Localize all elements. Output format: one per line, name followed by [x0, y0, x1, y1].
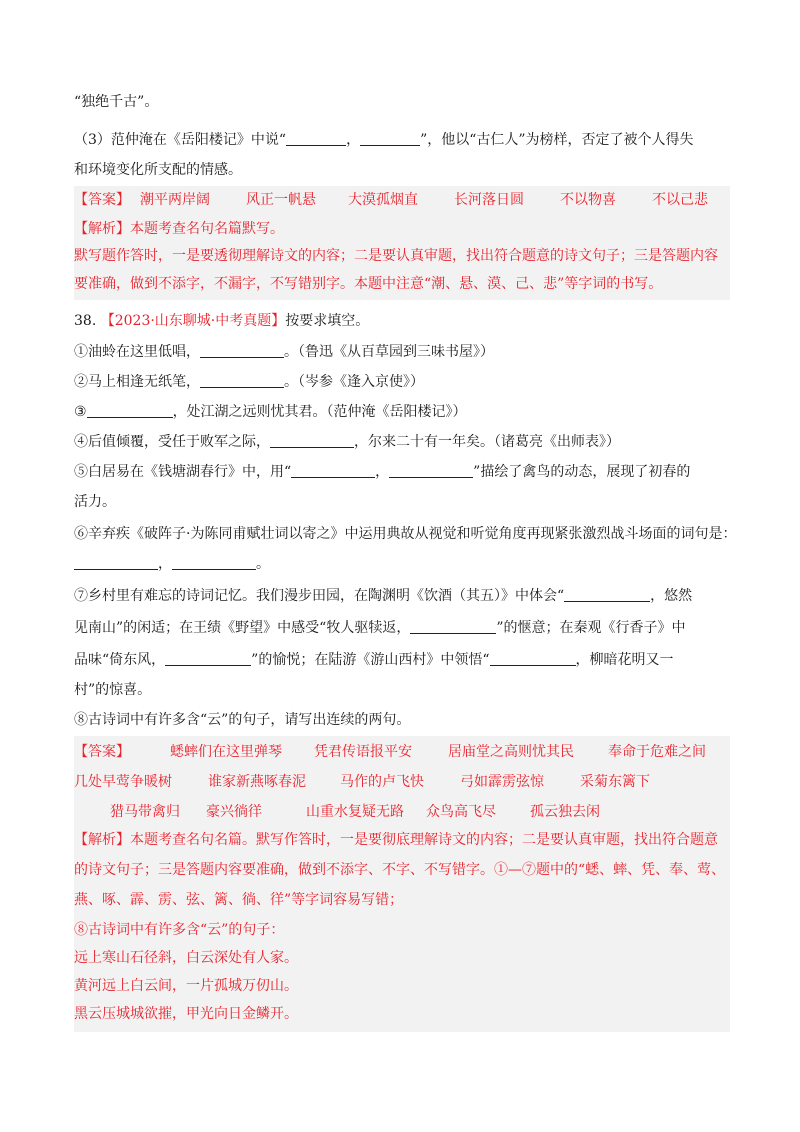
answer-item: 孤云独去闲	[530, 804, 600, 820]
answer-item: 长河落日圆	[454, 192, 524, 208]
answer-item: 山重水复疑无路	[306, 804, 404, 820]
q38-header: 38. 【2023·山东聊城·中考真题】按要求填空。	[74, 313, 370, 329]
answer-item: 风正一帆悬	[246, 192, 316, 208]
analysis-line: 要准确，做到不添字，不漏字，不写错别字。本题中注意“潮、悬、漠、己、悲”等字词的书写。	[74, 276, 663, 292]
answer-blank[interactable]	[87, 403, 173, 418]
analysis-line: 的诗文句子；三是答题内容要准确，做到不添字、不字、不写错字。①—⑦题中的“蟋、蟀、凭、奉、莺、	[74, 862, 726, 878]
q38-item-5-cont: 活力。	[74, 494, 116, 510]
answer-blank[interactable]	[564, 587, 650, 602]
answer-item: 凭君传语报平安	[314, 744, 412, 760]
q37-line-3: 和环境变化所支配的情感。	[74, 162, 242, 178]
q38-item-7-line-3: 品味“倚东风， ”的愉悦；在陆游《游山西村》中领悟“ ，柳暗花明又一	[74, 652, 674, 668]
answer-item: 谁家新燕啄春泥	[208, 774, 306, 790]
answer-item: 众鸟高飞尽	[426, 804, 496, 820]
answer-blank[interactable]	[200, 373, 284, 388]
q38-item-5: ⑤白居易在《钱塘湖春行》中，用“ ， ”描绘了禽鸟的动态，展现了初春的	[74, 464, 691, 480]
q38-answer-box	[74, 736, 730, 1032]
answer-item: 大漠孤烟直	[348, 192, 418, 208]
answer-item: 弓如霹雳弦惊	[460, 774, 544, 790]
q37-line-2: （3）范仲淹在《岳阳楼记》中说“ ， ”，他以“古仁人”为榜样，否定了被个人得失	[74, 132, 694, 148]
answer-item: 居庙堂之高则忧其民	[448, 744, 574, 760]
q38-item-2: ②马上相逢无纸笔， 。（岑参《逢入京使》）	[74, 374, 424, 390]
q37-answer-box	[74, 186, 730, 300]
analysis-line: 【解析】本题考查名句名篇。默写作答时，一是要彻底理解诗文的内容；二是要认真审题，找出符合题意	[74, 832, 718, 848]
analysis-line: 燕、啄、霹、雳、弦、篱、徜、徉”等字词容易写错；	[74, 892, 404, 908]
answer-item: 采菊东篱下	[580, 774, 650, 790]
answer-blank[interactable]	[286, 131, 346, 146]
q38-item-1: ①油蛉在这里低唱， 。（鲁迅《从百草园到三味书屋》）	[74, 344, 494, 360]
answer-label: 【答案】	[74, 744, 130, 760]
q38-source-tag: 【2023·山东聊城·中考真题】	[100, 313, 286, 329]
q37-line-1: “独绝千古”。	[74, 94, 159, 110]
answer-item: 奉命于危难之间	[608, 744, 706, 760]
analysis-line: ⑧古诗词中有许多含“云”的句子：	[74, 922, 285, 938]
q38-item-7-line-2: 见南山”的闲适；在王绩《野望》中感受“牧人驱犊返， ”的惬意；在秦观《行香子》中	[74, 620, 686, 636]
answer-blank[interactable]	[490, 651, 576, 666]
answer-blank[interactable]	[291, 463, 375, 478]
analysis-line: 远上寒山石径斜，白云深处有人家。	[74, 950, 298, 966]
answer-item: 潮平两岸阔	[140, 192, 210, 208]
answer-item: 不以物喜	[560, 192, 616, 208]
answer-blank[interactable]	[360, 131, 420, 146]
answer-blank[interactable]	[410, 619, 496, 634]
answer-blank[interactable]	[389, 463, 473, 478]
q38-item-7-line-1: ⑦乡村里有难忘的诗词记忆。我们漫步田园，在陶渊明《饮酒（其五）》中体会“ ，悠然	[74, 588, 693, 604]
analysis-line: 默写题作答时，一是要透彻理解诗文的内容；二是要认真审题，找出符合题意的诗文句子；三是答题内容	[74, 248, 718, 264]
analysis-line: 黑云压城城欲摧，甲光向日金鳞开。	[74, 1006, 298, 1022]
q38-item-6: ⑥辛弃疾《破阵子·为陈同甫赋壮词以寄之》中运用典故从视觉和听觉角度再现紧张激烈战斗场面的词句是：	[74, 526, 737, 542]
answer-item: 马作的卢飞快	[340, 774, 424, 790]
answer-item: 蟋蟀们在这里弹琴	[170, 744, 282, 760]
answer-blank[interactable]	[165, 651, 251, 666]
analysis-line: 黄河远上白云间，一片孤城万仞山。	[74, 978, 298, 994]
answer-item: 几处早莺争暖树	[74, 774, 172, 790]
q38-item-3: ③ ，处江湖之远则忧其君。（范仲淹《岳阳楼记》）	[74, 404, 467, 420]
q38-item-8: ⑧古诗词中有许多含“云”的句子，请写出连续的两句。	[74, 712, 411, 728]
q38-item-7-line-4: 村”的惊喜。	[74, 682, 152, 698]
answer-blank[interactable]	[200, 343, 284, 358]
analysis-line: 【解析】本题考查名句名篇默写。	[74, 221, 284, 237]
q38-item-6-blanks: ， 。	[74, 554, 270, 574]
answer-item: 猎马带禽归	[110, 804, 180, 820]
answer-blank[interactable]	[74, 555, 158, 570]
answer-item: 不以己悲	[652, 192, 708, 208]
q38-item-4: ④后值倾覆，受任于败军之际， ，尔来二十有一年矣。（诸葛亮《出师表》）	[74, 434, 620, 450]
answer-item: 豪兴徜徉	[206, 804, 262, 820]
answer-blank[interactable]	[172, 555, 256, 570]
answer-blank[interactable]	[270, 433, 354, 448]
answer-label: 【答案】	[74, 192, 130, 208]
